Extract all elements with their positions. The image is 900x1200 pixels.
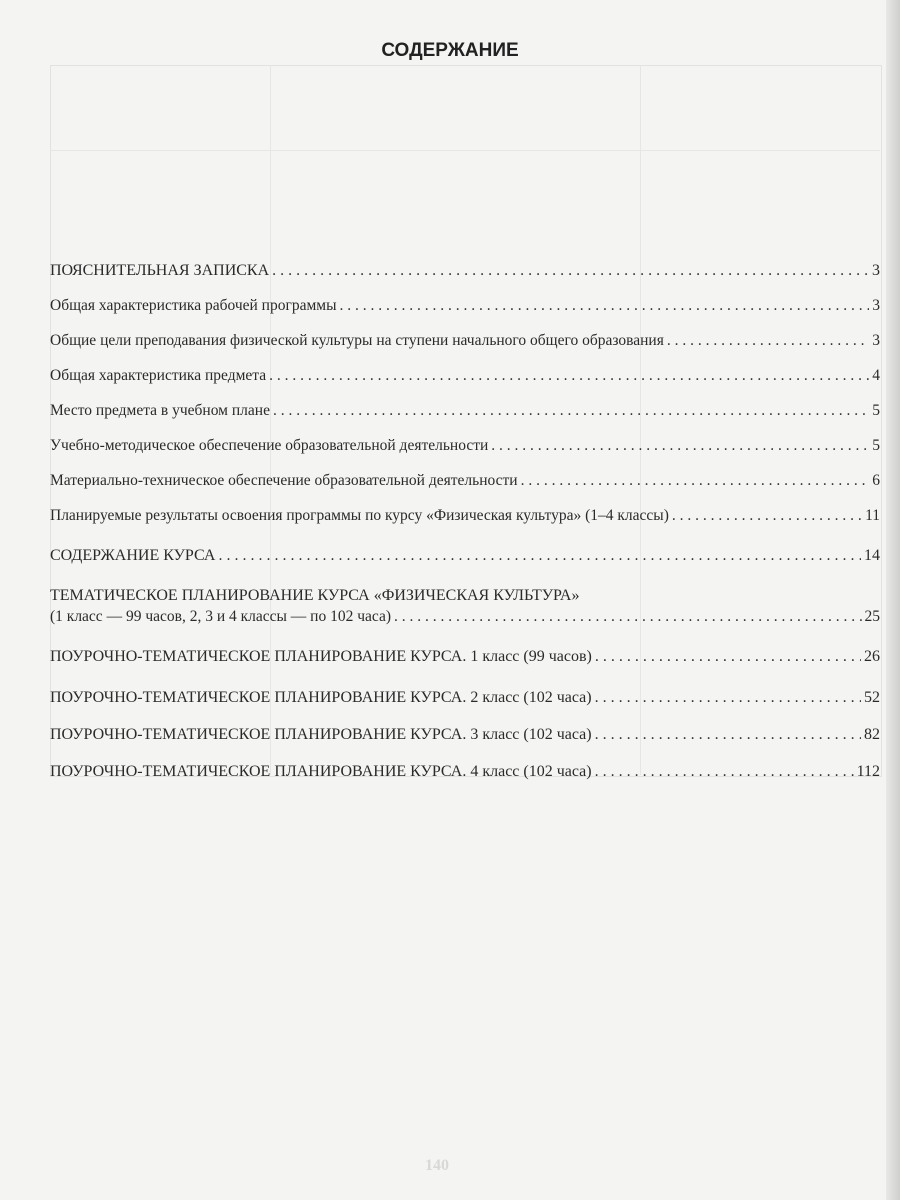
dot-leader — [491, 437, 869, 455]
toc-entry-label: ПОУРОЧНО-ТЕМАТИЧЕСКОЕ ПЛАНИРОВАНИЕ КУРСА. 2 класс (102 часа) — [50, 689, 592, 706]
toc-entry-page: 5 — [872, 402, 880, 419]
dot-leader — [595, 726, 861, 744]
toc-entry-page: 11 — [865, 507, 880, 524]
toc-entry[interactable] — [50, 689, 880, 707]
toc-entry-label: Планируемые результаты освоения программы по курсу «Физическая культура» (1–4 классы) — [50, 507, 669, 524]
page-title: СОДЕРЖАНИЕ — [381, 40, 519, 61]
toc-entry-label: (1 класс — 99 часов, 2, 3 и 4 классы — по 102 часа) — [50, 608, 392, 625]
bleed-through-line — [50, 150, 880, 151]
dot-leader — [340, 297, 870, 315]
toc-entry[interactable] — [50, 262, 880, 280]
toc-entry-page: 3 — [872, 297, 880, 314]
toc-entry[interactable] — [50, 726, 880, 744]
toc-entry[interactable] — [50, 367, 880, 385]
dot-leader — [521, 472, 870, 490]
dot-leader — [595, 763, 854, 781]
toc-entry-label: ПОЯСНИТЕЛЬНАЯ ЗАПИСКА — [50, 262, 270, 279]
dot-leader — [394, 608, 861, 626]
toc-entry-label-line1: ТЕМАТИЧЕСКОЕ ПЛАНИРОВАНИЕ КУРСА «ФИЗИЧЕСКАЯ КУЛЬТУРА» — [50, 587, 580, 604]
toc-entry-label: Общие цели преподавания физической культуры на ступени начального общего образования — [50, 332, 664, 349]
dot-leader — [272, 262, 869, 280]
toc-entry[interactable] — [50, 587, 880, 626]
toc-entry[interactable] — [50, 472, 880, 490]
page-number: 140 — [425, 1157, 449, 1174]
toc-entry-page: 3 — [872, 332, 880, 349]
dot-leader — [672, 507, 862, 525]
toc-entry[interactable] — [50, 402, 880, 420]
toc-entry[interactable] — [50, 648, 880, 666]
toc-entry-page: 14 — [864, 547, 880, 564]
toc-entry-page: 6 — [872, 472, 880, 489]
toc-entry[interactable] — [50, 507, 880, 525]
toc-entry[interactable] — [50, 437, 880, 455]
toc-entry-page: 25 — [864, 608, 880, 625]
page-edge-shadow — [886, 0, 900, 1200]
toc-entry-label: ПОУРОЧНО-ТЕМАТИЧЕСКОЕ ПЛАНИРОВАНИЕ КУРСА. 4 класс (102 часа) — [50, 763, 592, 780]
table-of-contents — [50, 262, 880, 781]
toc-entry-page: 26 — [864, 648, 880, 665]
toc-entry-label: Место предмета в учебном плане — [50, 402, 270, 419]
dot-leader — [667, 332, 869, 350]
toc-entry-page: 82 — [864, 726, 880, 743]
dot-leader — [273, 402, 869, 420]
toc-entry[interactable] — [50, 763, 880, 781]
toc-entry[interactable] — [50, 332, 880, 350]
toc-entry-label: Общая характеристика предмета — [50, 367, 267, 384]
toc-entry-page: 3 — [872, 262, 880, 279]
toc-entry-label: Учебно-методическое обеспечение образовательной деятельности — [50, 437, 489, 454]
toc-entry-label: Общая характеристика рабочей программы — [50, 297, 337, 314]
dot-leader — [595, 689, 861, 707]
toc-entry-page: 112 — [856, 763, 880, 780]
toc-entry-label: ПОУРОЧНО-ТЕМАТИЧЕСКОЕ ПЛАНИРОВАНИЕ КУРСА. 3 класс (102 часа) — [50, 726, 592, 743]
toc-entry-label: ПОУРОЧНО-ТЕМАТИЧЕСКОЕ ПЛАНИРОВАНИЕ КУРСА. 1 класс (99 часов) — [50, 648, 592, 665]
toc-entry-page: 5 — [872, 437, 880, 454]
toc-entry-page: 52 — [864, 689, 880, 706]
dot-leader — [595, 648, 861, 666]
toc-entry-label: Материально-техническое обеспечение образовательной деятельности — [50, 472, 518, 489]
toc-entry[interactable] — [50, 297, 880, 315]
toc-entry-page: 4 — [872, 367, 880, 384]
toc-entry-label: СОДЕРЖАНИЕ КУРСА — [50, 547, 216, 564]
toc-entry[interactable] — [50, 547, 880, 565]
dot-leader — [269, 367, 869, 385]
dot-leader — [218, 547, 861, 565]
